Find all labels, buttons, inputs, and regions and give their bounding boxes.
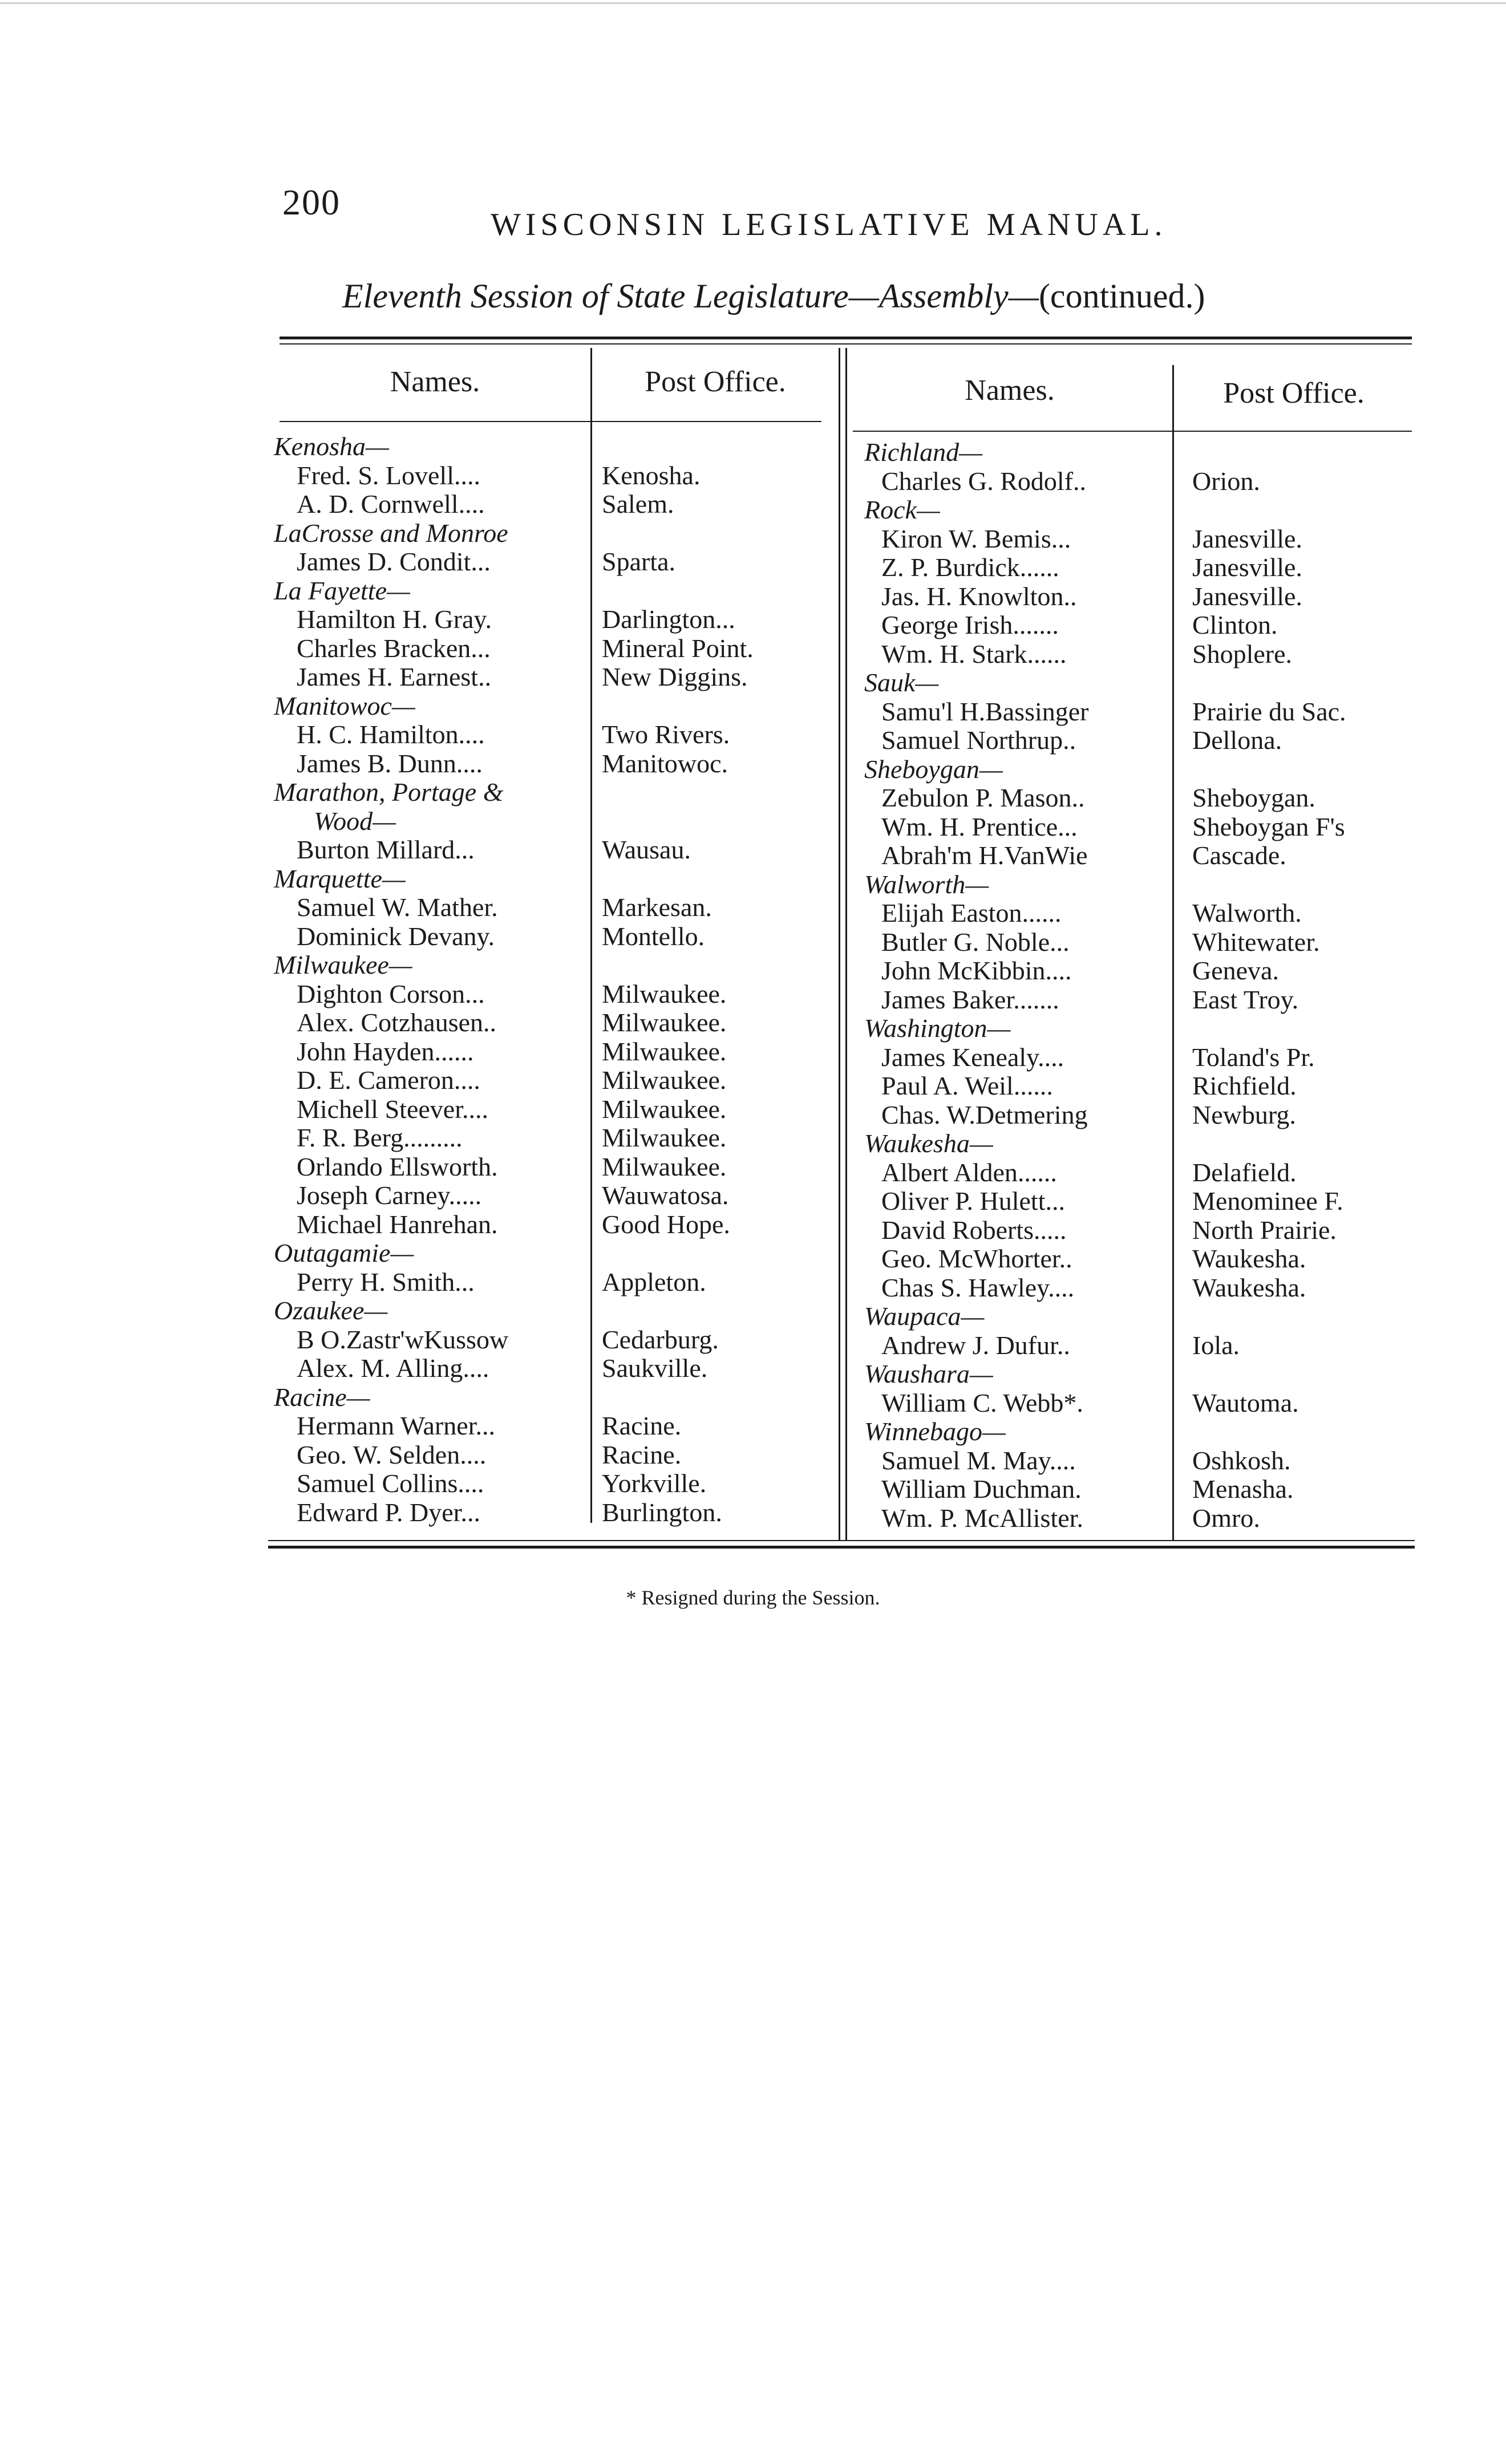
member-name: Z. P. Burdick...... — [881, 553, 1059, 582]
post-office: Clinton. — [1192, 610, 1278, 639]
post-office: Sheboygan. — [1192, 783, 1315, 812]
county-heading: Sheboygan— — [864, 754, 1003, 784]
member-name: James H. Earnest.. — [297, 662, 492, 691]
member-name: Michael Hanrehan. — [297, 1209, 498, 1239]
member-name: Hamilton H. Gray. — [297, 605, 492, 634]
column-divider-right-po — [1172, 365, 1174, 1540]
member-name: Samuel M. May.... — [881, 1445, 1076, 1475]
post-office: Whitewater. — [1192, 927, 1320, 957]
member-name: Alex. Cotzhausen.. — [297, 1008, 497, 1037]
post-office: Wausau. — [602, 835, 691, 864]
member-name: Charles Bracken... — [297, 633, 491, 663]
post-office: Walworth. — [1192, 898, 1302, 927]
county-heading: Marathon, Portage & — [274, 777, 504, 807]
county-heading: Milwaukee— — [274, 950, 412, 979]
member-name: Alex. M. Alling.... — [297, 1353, 489, 1383]
footnote: * Resigned during the Session. — [626, 1586, 880, 1609]
member-name: Abrah'm H.VanWie — [881, 841, 1088, 870]
member-name: George Irish....... — [881, 610, 1059, 639]
post-office: Milwaukee. — [602, 1152, 727, 1181]
post-office: Sheboygan F's — [1192, 812, 1345, 841]
member-name: Burton Millard... — [297, 835, 475, 864]
post-office: Oshkosh. — [1192, 1445, 1291, 1475]
member-name: Samuel Collins.... — [297, 1469, 484, 1498]
county-heading: Racine— — [274, 1382, 370, 1412]
post-office: Janesville. — [1192, 553, 1302, 582]
county-heading: Ozaukee— — [274, 1296, 388, 1325]
member-name: Hermann Warner... — [297, 1411, 495, 1440]
header-names-left: Names. — [390, 366, 480, 398]
county-heading: Washington— — [864, 1014, 1011, 1043]
post-office: Sparta. — [602, 547, 676, 576]
county-heading: Kenosha— — [274, 432, 389, 461]
post-office: Milwaukee. — [602, 1094, 727, 1124]
post-office: Cedarburg. — [602, 1324, 719, 1354]
scan-edge-rule — [0, 2, 1506, 4]
column-divider-center-2 — [845, 348, 847, 1540]
county-heading: Waushara— — [864, 1359, 993, 1388]
post-office: Montello. — [602, 921, 705, 951]
county-heading: Walworth— — [864, 869, 989, 899]
county-heading: Rock— — [864, 495, 940, 524]
county-heading: Marquette— — [274, 864, 406, 893]
post-office: Manitowoc. — [602, 748, 728, 778]
member-name: Dighton Corson... — [297, 979, 485, 1008]
post-office: Menominee F. — [1192, 1186, 1343, 1215]
county-heading: Manitowoc— — [274, 691, 415, 720]
member-name: James Kenealy.... — [881, 1042, 1064, 1072]
post-office: Shoplere. — [1192, 639, 1293, 668]
table-top-rule-thick — [280, 337, 1412, 339]
table-caption — [342, 277, 1205, 316]
caption-continued: (continued.) — [1038, 277, 1205, 315]
post-office: Orion. — [1192, 466, 1260, 496]
post-office: Iola. — [1192, 1330, 1240, 1360]
member-name: William C. Webb*. — [881, 1388, 1083, 1417]
county-heading: LaCrosse and Monroe — [274, 518, 508, 548]
member-name: Paul A. Weil...... — [881, 1071, 1053, 1100]
post-office: Waukesha. — [1192, 1272, 1306, 1302]
member-name: D. E. Cameron.... — [297, 1065, 480, 1095]
table-top-rule-thin — [280, 343, 1412, 345]
post-office: Newburg. — [1192, 1100, 1296, 1129]
county-heading: Winnebago— — [864, 1417, 1006, 1446]
header-names-right: Names. — [965, 374, 1055, 407]
post-office: Delafield. — [1192, 1157, 1297, 1187]
post-office: New Diggins. — [602, 662, 748, 691]
post-office: Mineral Point. — [602, 633, 754, 663]
post-office: Milwaukee. — [602, 1065, 727, 1095]
member-name: Charles G. Rodolf.. — [881, 466, 1087, 496]
member-name: Elijah Easton...... — [881, 898, 1062, 927]
post-office: Geneva. — [1192, 956, 1279, 985]
post-office: Yorkville. — [602, 1469, 707, 1498]
member-name: Samuel W. Mather. — [297, 893, 498, 922]
running-head: WISCONSIN LEGISLATIVE MANUAL. — [491, 207, 1167, 242]
post-office: Racine. — [602, 1440, 682, 1469]
post-office: Milwaukee. — [602, 1008, 727, 1037]
table-bottom-rule-thick — [268, 1546, 1415, 1549]
member-name: H. C. Hamilton.... — [297, 720, 485, 749]
post-office: Kenosha. — [602, 460, 701, 490]
post-office: Janesville. — [1192, 524, 1302, 553]
member-name: Andrew J. Dufur.. — [881, 1330, 1070, 1360]
post-office: Prairie du Sac. — [1192, 696, 1346, 726]
post-office: Good Hope. — [602, 1209, 730, 1239]
member-name: Oliver P. Hulett... — [881, 1186, 1065, 1215]
member-name: B O.Zastr'wKussow — [297, 1324, 509, 1354]
member-name: Fred. S. Lovell.... — [297, 460, 480, 490]
member-name: Wm. H. Prentice... — [881, 812, 1078, 841]
post-office: Burlington. — [602, 1497, 722, 1527]
caption-italic: Eleventh Session of State Legislature—Assembly— — [342, 277, 1039, 315]
post-office: Milwaukee. — [602, 1123, 727, 1152]
member-name: Wm. P. McAllister. — [881, 1503, 1083, 1533]
post-office: Milwaukee. — [602, 1036, 727, 1066]
post-office: Menasha. — [1192, 1474, 1294, 1503]
post-office: Darlington... — [602, 605, 735, 634]
post-office: Wauwatosa. — [602, 1181, 729, 1210]
member-name: David Roberts..... — [881, 1215, 1067, 1245]
member-name: Dominick Devany. — [297, 921, 495, 951]
table-bottom-rule-thin — [268, 1540, 1415, 1541]
member-name: Geo. McWhorter.. — [881, 1244, 1072, 1273]
post-office: Saukville. — [602, 1353, 708, 1383]
post-office: North Prairie. — [1192, 1215, 1337, 1245]
member-name: James D. Condit... — [297, 547, 491, 576]
county-heading: La Fayette— — [274, 576, 410, 605]
post-office: East Troy. — [1192, 984, 1299, 1014]
post-office: Janesville. — [1192, 581, 1302, 611]
column-divider-left-po — [590, 348, 592, 1523]
member-name: A. D. Cornwell.... — [297, 489, 485, 518]
member-name: Kiron W. Bemis... — [881, 524, 1071, 553]
post-office: Cascade. — [1192, 841, 1286, 870]
post-office: Markesan. — [602, 893, 712, 922]
post-office: Richfield. — [1192, 1071, 1297, 1100]
header-rule-left — [280, 421, 821, 422]
header-rule-right — [853, 431, 1412, 432]
member-name: Samuel Northrup.. — [881, 726, 1076, 755]
post-office: Appleton. — [602, 1267, 706, 1296]
county-heading: Waukesha— — [864, 1129, 993, 1158]
member-name: F. R. Berg......... — [297, 1123, 463, 1152]
header-post-office-right: Post Office. — [1223, 377, 1365, 410]
county-heading: Sauk— — [864, 668, 939, 697]
member-name: Butler G. Noble... — [881, 927, 1070, 957]
member-name: Geo. W. Selden.... — [297, 1440, 487, 1469]
page-number: 200 — [282, 182, 341, 222]
post-office: Toland's Pr. — [1192, 1042, 1315, 1072]
member-name: Chas. W.Detmering — [881, 1100, 1088, 1129]
county-heading: Richland— — [864, 437, 982, 467]
member-name: Albert Alden...... — [881, 1157, 1057, 1187]
post-office: Dellona. — [1192, 726, 1282, 755]
member-name: William Duchman. — [881, 1474, 1082, 1503]
member-name: Joseph Carney..... — [297, 1181, 482, 1210]
member-name: Orlando Ellsworth. — [297, 1152, 498, 1181]
column-divider-center-1 — [839, 348, 840, 1540]
post-office: Milwaukee. — [602, 979, 727, 1008]
post-office: Omro. — [1192, 1503, 1260, 1533]
post-office: Wautoma. — [1192, 1388, 1299, 1417]
county-heading: Waupaca— — [864, 1302, 985, 1331]
member-name: James Baker....... — [881, 984, 1059, 1014]
member-name: Chas S. Hawley.... — [881, 1272, 1075, 1302]
post-office: Two Rivers. — [602, 720, 730, 749]
post-office: Salem. — [602, 489, 674, 518]
member-name: John McKibbin.... — [881, 956, 1072, 985]
member-name: Perry H. Smith... — [297, 1267, 475, 1296]
header-post-office-left: Post Office. — [645, 366, 786, 398]
post-office: Racine. — [602, 1411, 682, 1440]
member-name: Wm. H. Stark...... — [881, 639, 1067, 668]
member-name: Michell Steever.... — [297, 1094, 488, 1124]
member-name: Zebulon P. Mason.. — [881, 783, 1085, 812]
member-name: Jas. H. Knowlton.. — [881, 581, 1077, 611]
member-name: Edward P. Dyer... — [297, 1497, 480, 1527]
member-name: James B. Dunn.... — [297, 748, 483, 778]
county-heading: Wood— — [314, 806, 396, 836]
post-office: Waukesha. — [1192, 1244, 1306, 1273]
member-name: Samu'l H.Bassinger — [881, 696, 1089, 726]
member-name: John Hayden...... — [297, 1036, 474, 1066]
county-heading: Outagamie— — [274, 1238, 414, 1267]
